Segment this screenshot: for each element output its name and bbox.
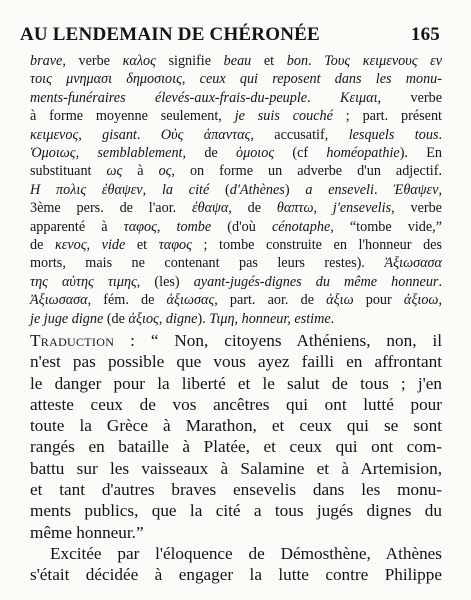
greek-term: Οὐς ἁπαντας bbox=[160, 126, 251, 143]
note-text: morts, mais ne contenant pas leurs restes). bbox=[30, 255, 385, 272]
note-text: ) bbox=[284, 181, 306, 198]
note-line bbox=[30, 70, 442, 88]
greek-term: ταφος bbox=[158, 237, 192, 254]
italic-gloss: honneur, estime bbox=[241, 310, 331, 327]
continuation-line: Excitée par l'éloquence de Démosthène, Athènes bbox=[50, 543, 442, 563]
note-text: , (les) bbox=[136, 273, 194, 290]
translation-line: et tant d'autres braves ensevelis dans les monu- bbox=[30, 480, 442, 500]
greek-term: Ὁμοιως bbox=[30, 145, 76, 162]
note-text: et bbox=[251, 53, 287, 69]
note-line bbox=[30, 162, 442, 180]
greek-term: καλος bbox=[122, 53, 156, 69]
running-header bbox=[20, 24, 440, 46]
note-text: à bbox=[122, 163, 159, 180]
italic-gloss: homéopathie bbox=[326, 145, 400, 162]
note-text: . bbox=[136, 126, 161, 143]
note-line bbox=[30, 144, 442, 162]
note-text: , bbox=[86, 237, 102, 254]
note-line bbox=[30, 218, 442, 236]
continuation-line: s'était décidée à engager la lutte contre Philippe bbox=[30, 565, 442, 585]
translation-line: n'est pas possible que vous ayez failli en affrontant bbox=[30, 352, 442, 372]
note-text: , part. aor. de bbox=[214, 292, 327, 309]
note-text: , de bbox=[228, 200, 277, 217]
vocabulary-notes bbox=[30, 52, 442, 328]
greek-term: Κειμαι bbox=[340, 89, 378, 106]
greek-term: ἀξιος bbox=[128, 310, 159, 327]
note-text: , verbe bbox=[62, 53, 123, 69]
note-text: . bbox=[307, 89, 341, 106]
greek-term: κειμενος bbox=[30, 126, 79, 143]
note-line bbox=[30, 181, 442, 199]
note-text: pour bbox=[353, 292, 404, 309]
italic-gloss: j'ensevelis bbox=[332, 200, 392, 217]
note-text: ( bbox=[209, 181, 230, 198]
greek-term: ὁμοιος bbox=[235, 145, 275, 162]
italic-gloss: beau bbox=[223, 53, 252, 69]
greek-term: ως bbox=[106, 163, 123, 180]
note-text: (de bbox=[103, 310, 129, 327]
note-text: 3ème pers. de l'aor. bbox=[30, 200, 193, 217]
header-title: AU LENDEMAIN DE CHÉRONÉE bbox=[20, 24, 320, 45]
translation-line: même honneur.” bbox=[30, 522, 144, 542]
note-text: de bbox=[30, 237, 55, 254]
note-text: , on forme un adverbe d'un adjectif. bbox=[171, 163, 442, 180]
note-line bbox=[30, 52, 442, 70]
note-text: , bbox=[438, 181, 442, 198]
greek-term: θαπτω bbox=[276, 200, 314, 217]
note-text: (cf bbox=[274, 145, 327, 162]
note-text: , verbe bbox=[391, 200, 442, 217]
note-text: , “tombe vide,” bbox=[330, 218, 443, 235]
italic-gloss: je suis couché bbox=[234, 108, 333, 125]
italic-gloss: lesquels tous bbox=[348, 126, 439, 143]
translation-line: le danger pour la liberté et le salut de tous ; j'en bbox=[30, 373, 442, 393]
note-text: ). En bbox=[399, 145, 442, 162]
note-line bbox=[30, 107, 442, 125]
note-line bbox=[30, 291, 442, 309]
note-text: à forme moyenne seulement, bbox=[30, 108, 235, 125]
note-text: , fém. de bbox=[87, 292, 167, 309]
note-line bbox=[30, 126, 442, 144]
translation-line: toute la Grèce à Marathon, et ceux qui se sont bbox=[30, 416, 442, 436]
translation-line: atteste ceux de vos ancêtres qui ont lutté pour bbox=[30, 394, 442, 414]
note-text: et bbox=[125, 237, 159, 254]
greek-term: τοις μνημασι δημοσιοις bbox=[30, 71, 182, 88]
note-line bbox=[30, 310, 442, 328]
greek-term: ἀξιω bbox=[326, 292, 354, 309]
page-number: 165 bbox=[410, 24, 440, 45]
translation-label: Traduction bbox=[30, 331, 115, 350]
italic-gloss: la cité bbox=[161, 181, 210, 198]
note-text: . bbox=[308, 53, 325, 69]
greek-term: ταφος bbox=[123, 218, 157, 235]
translation-line: rangés en bataille à Platée, et ceux qui ont com- bbox=[30, 437, 442, 457]
italic-gloss: vide bbox=[101, 237, 126, 254]
italic-gloss: d'Athènes bbox=[229, 181, 285, 198]
italic-gloss: ments-funéraires élevés-aux-frais-du-peuple bbox=[30, 89, 308, 106]
greek-term: Ἀξιωσασα bbox=[30, 292, 88, 309]
italic-gloss: gisant bbox=[102, 126, 137, 143]
note-line bbox=[30, 254, 442, 272]
translation-line: battu sur les vaisseaux à Salamine et à Artemision, bbox=[30, 458, 442, 478]
italic-gloss: je juge digne bbox=[30, 310, 104, 327]
note-text: (d'où bbox=[211, 218, 272, 235]
greek-term: κενος bbox=[54, 237, 87, 254]
greek-term: ἐθαψα bbox=[192, 200, 229, 217]
note-text: , bbox=[234, 310, 242, 327]
note-line bbox=[30, 236, 442, 254]
note-text: ). bbox=[197, 310, 210, 327]
note-text: . bbox=[438, 273, 442, 290]
note-text: signifie bbox=[155, 53, 224, 69]
italic-gloss: tombe bbox=[176, 218, 212, 235]
greek-term: Ἐθαψεν bbox=[393, 181, 439, 198]
translation-line-1: Traduction : “ Non, citoyens Athéniens, non, il bbox=[30, 331, 442, 350]
greek-term: Τους κειμενους εν bbox=[324, 53, 442, 69]
note-text: , verbe bbox=[377, 89, 442, 106]
note-line bbox=[30, 199, 442, 217]
note-text: , bbox=[75, 145, 98, 162]
italic-gloss: semblablement bbox=[97, 145, 183, 162]
note-text: substituant bbox=[30, 163, 107, 180]
greek-term: Τιμη bbox=[209, 310, 235, 327]
note-text: , bbox=[438, 292, 442, 309]
italic-gloss: brave bbox=[30, 53, 63, 69]
italic-gloss: ceux qui reposent dans les monu- bbox=[199, 71, 443, 88]
note-text: ; tombe construite en l'honneur des bbox=[191, 237, 442, 254]
greek-term: της αὑτης τιμης bbox=[30, 273, 137, 290]
translation-passage bbox=[30, 330, 442, 586]
note-text: , bbox=[158, 310, 166, 327]
note-text: apparenté à bbox=[30, 218, 124, 235]
note-text: . bbox=[330, 310, 335, 327]
greek-term: ἀξιωσας bbox=[166, 292, 215, 309]
italic-gloss: a enseveli bbox=[305, 181, 374, 198]
note-text: , bbox=[78, 126, 103, 143]
note-text: . bbox=[438, 126, 443, 143]
italic-gloss: digne bbox=[165, 310, 198, 327]
greek-term: Ἀξιωσασα bbox=[384, 255, 442, 272]
note-text: , bbox=[142, 181, 162, 198]
note-text: ; part. présent bbox=[332, 108, 442, 125]
italic-gloss: cénotaphe bbox=[271, 218, 331, 235]
note-text: , de bbox=[182, 145, 236, 162]
note-line bbox=[30, 273, 442, 291]
note-text: , bbox=[156, 218, 177, 235]
note-text: , bbox=[313, 200, 333, 217]
note-text: , bbox=[181, 71, 200, 88]
greek-term: Η πολις ἐθαψεν bbox=[30, 181, 143, 198]
note-text: , accusatif, bbox=[250, 126, 349, 143]
greek-term: ἀξιοω bbox=[403, 292, 439, 309]
italic-gloss: bon bbox=[286, 53, 309, 69]
note-text: . bbox=[373, 181, 394, 198]
greek-term: ος bbox=[158, 163, 172, 180]
italic-gloss: ayant-jugés-dignes du même honneur bbox=[193, 273, 439, 290]
translation-line: ments publics, que la cité a tous jugés dignes du bbox=[30, 501, 442, 521]
note-line bbox=[30, 89, 442, 107]
